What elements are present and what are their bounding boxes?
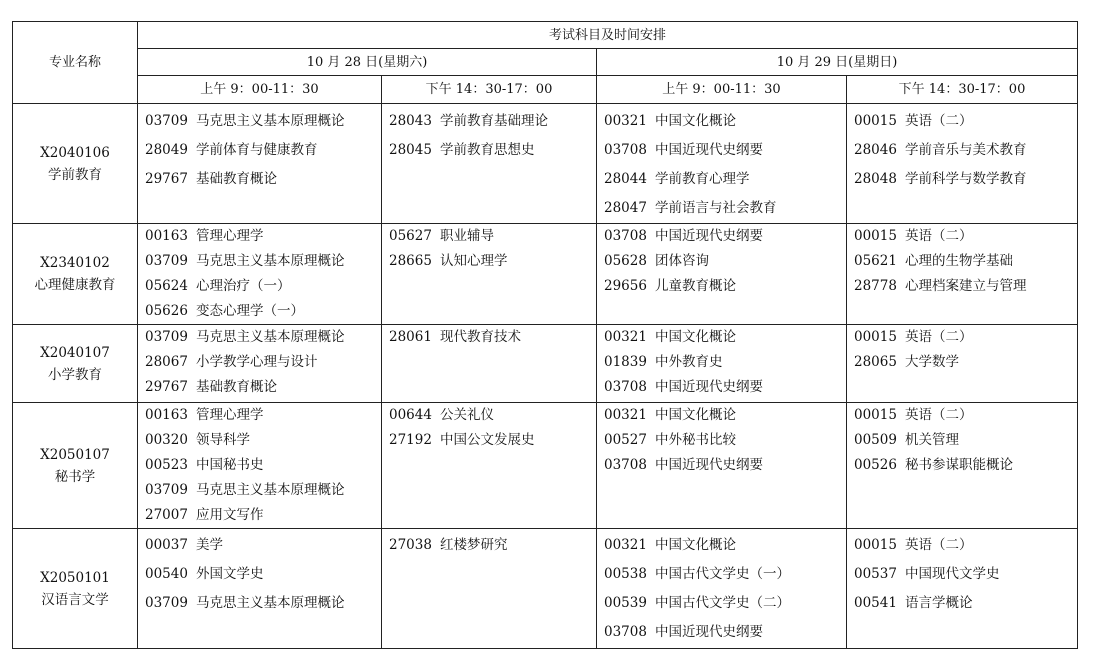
course-entry [389, 531, 596, 560]
course-entry [604, 403, 846, 428]
course-code: 00015 [854, 407, 897, 423]
course-code: 03708 [604, 379, 647, 395]
major-code: X2050107 [40, 446, 110, 463]
course-name: 领导科学 [195, 432, 250, 448]
course-entry [145, 165, 381, 194]
course-entry [854, 403, 1077, 428]
course-entry [854, 325, 1077, 350]
course-name: 学前教育心理学 [654, 171, 750, 187]
course-entry [145, 453, 381, 478]
slot-header-4: 下午 14：30-17：00 [847, 76, 1078, 104]
major-cell [13, 403, 138, 529]
course-code: 00037 [145, 537, 188, 553]
course-entry [854, 274, 1077, 299]
course-name: 美学 [195, 537, 223, 553]
course-entry [145, 274, 381, 299]
course-entry [854, 560, 1077, 589]
course-entry [604, 618, 846, 647]
course-code: 29767 [145, 379, 188, 395]
course-code: 03709 [145, 113, 188, 129]
course-entry [854, 249, 1077, 274]
schedule-body [13, 104, 1078, 649]
slot-cell-3 [597, 529, 847, 649]
table-row [13, 104, 1078, 224]
slot-cell-2 [382, 325, 597, 403]
course-name: 心理的生物学基础 [904, 253, 1013, 269]
major-cell [13, 325, 138, 403]
course-entry [604, 589, 846, 618]
course-name: 中国近现代史纲要 [654, 624, 763, 640]
course-code: 00321 [604, 329, 647, 345]
course-entry [145, 107, 381, 136]
course-entry [604, 325, 846, 350]
course-name: 马克思主义基本原理概论 [195, 329, 345, 345]
course-entry [145, 403, 381, 428]
course-name: 学前音乐与美术教育 [904, 142, 1027, 158]
course-entry [145, 224, 381, 249]
course-name: 学前教育基础理论 [439, 113, 548, 129]
slot-cell-1 [138, 325, 382, 403]
slot-cell-4 [847, 104, 1078, 224]
major-cell [13, 104, 138, 224]
course-name: 英语（二） [904, 537, 973, 553]
course-entry [604, 194, 846, 223]
course-name: 语言学概论 [904, 595, 973, 611]
course-name: 秘书参谋职能概论 [904, 457, 1013, 473]
course-entry [389, 428, 596, 453]
course-name: 中国文化概论 [654, 407, 736, 423]
table-row [13, 224, 1078, 325]
course-name: 马克思主义基本原理概论 [195, 595, 345, 611]
course-entry [854, 531, 1077, 560]
course-entry [145, 503, 381, 528]
course-entry [854, 224, 1077, 249]
course-name: 大学数学 [904, 354, 959, 370]
course-code: 28778 [854, 278, 897, 294]
course-name: 中外教育史 [654, 354, 723, 370]
course-code: 03709 [145, 595, 188, 611]
course-entry [604, 224, 846, 249]
course-code: 05627 [389, 228, 432, 244]
course-code: 03708 [604, 457, 647, 473]
course-name: 学前教育思想史 [439, 142, 535, 158]
course-code: 29656 [604, 278, 647, 294]
course-name: 小学教学心理与设计 [195, 354, 318, 370]
slot-cell-4 [847, 224, 1078, 325]
course-code: 00523 [145, 457, 188, 473]
course-code: 00163 [145, 228, 188, 244]
course-entry [854, 165, 1077, 194]
course-entry [389, 249, 596, 274]
course-name: 管理心理学 [195, 228, 264, 244]
slot-cell-1 [138, 403, 382, 529]
course-code: 00644 [389, 407, 432, 423]
day-header-2: 10 月 29 日(星期日) [597, 49, 1078, 76]
table-row [13, 403, 1078, 529]
course-name: 中国近现代史纲要 [654, 142, 763, 158]
course-entry [145, 325, 381, 350]
course-entry [854, 350, 1077, 375]
major-code: X2040106 [40, 144, 110, 161]
course-name: 英语（二） [904, 407, 973, 423]
course-code: 28061 [389, 329, 432, 345]
course-entry [854, 136, 1077, 165]
course-entry [389, 136, 596, 165]
course-entry [145, 560, 381, 589]
course-name: 儿童教育概论 [654, 278, 736, 294]
course-entry [604, 249, 846, 274]
course-code: 00321 [604, 537, 647, 553]
course-entry [854, 428, 1077, 453]
day-header-1: 10 月 28 日(星期六) [138, 49, 597, 76]
course-name: 应用文写作 [195, 507, 264, 523]
course-entry [604, 531, 846, 560]
slot-cell-2 [382, 224, 597, 325]
course-name: 英语（二） [904, 228, 973, 244]
course-entry [389, 403, 596, 428]
course-name: 外国文学史 [195, 566, 264, 582]
course-name: 中国秘书史 [195, 457, 264, 473]
course-name: 中国古代文学史（二） [654, 595, 790, 611]
course-code: 28046 [854, 142, 897, 158]
course-name: 中国公文发展史 [439, 432, 535, 448]
major-code: X2340102 [40, 255, 110, 271]
course-name: 英语（二） [904, 113, 973, 129]
course-name: 学前体育与健康教育 [195, 142, 318, 158]
course-code: 00015 [854, 228, 897, 244]
slot-cell-2 [382, 104, 597, 224]
course-code: 00509 [854, 432, 897, 448]
slot-cell-2 [382, 529, 597, 649]
course-name: 英语（二） [904, 329, 973, 345]
course-entry [604, 274, 846, 299]
slot-cell-3 [597, 325, 847, 403]
course-entry [604, 136, 846, 165]
course-entry [145, 478, 381, 503]
course-code: 00015 [854, 329, 897, 345]
course-code: 03708 [604, 228, 647, 244]
table-row [13, 529, 1078, 649]
course-code: 03709 [145, 329, 188, 345]
course-entry [145, 350, 381, 375]
course-code: 28045 [389, 142, 432, 158]
course-entry [145, 375, 381, 400]
course-code: 28049 [145, 142, 188, 158]
course-code: 28047 [604, 200, 647, 216]
course-code: 00015 [854, 537, 897, 553]
major-name: 秘书学 [54, 468, 96, 485]
course-name: 变态心理学（一） [195, 303, 304, 319]
course-name: 认知心理学 [439, 253, 508, 269]
course-code: 00540 [145, 566, 188, 582]
course-name: 中国近现代史纲要 [654, 228, 763, 244]
course-entry [604, 350, 846, 375]
slot-cell-3 [597, 104, 847, 224]
course-code: 27192 [389, 432, 432, 448]
course-name: 马克思主义基本原理概论 [195, 113, 345, 129]
course-name: 中国文化概论 [654, 537, 736, 553]
course-name: 中国近现代史纲要 [654, 379, 763, 395]
course-code: 28067 [145, 354, 188, 370]
slot-cell-4 [847, 325, 1078, 403]
course-code: 00321 [604, 113, 647, 129]
course-code: 00527 [604, 432, 647, 448]
course-name: 红楼梦研究 [439, 537, 508, 553]
course-name: 中国近现代史纲要 [654, 457, 763, 473]
slot-cell-3 [597, 403, 847, 529]
course-name: 中国现代文学史 [904, 566, 1000, 582]
major-column-header: 专业名称 [13, 22, 138, 104]
course-code: 29767 [145, 171, 188, 187]
course-code: 28665 [389, 253, 432, 269]
course-name: 现代教育技术 [439, 329, 521, 345]
course-name: 心理档案建立与管理 [904, 278, 1027, 294]
major-name: 学前教育 [48, 166, 102, 183]
slot-cell-1 [138, 224, 382, 325]
course-entry [145, 531, 381, 560]
course-code: 00015 [854, 113, 897, 129]
course-code: 03708 [604, 624, 647, 640]
course-entry [145, 299, 381, 324]
course-entry [604, 453, 846, 478]
major-cell [13, 529, 138, 649]
course-entry [854, 107, 1077, 136]
course-code: 28048 [854, 171, 897, 187]
major-code: X2050101 [40, 569, 110, 586]
course-name: 职业辅导 [439, 228, 494, 244]
course-name: 心理治疗（一） [195, 278, 291, 294]
course-name: 管理心理学 [195, 407, 264, 423]
course-code: 28065 [854, 354, 897, 370]
course-code: 00163 [145, 407, 188, 423]
slot-cell-1 [138, 104, 382, 224]
course-entry [389, 325, 596, 350]
course-name: 公关礼仪 [439, 407, 494, 423]
course-entry [145, 428, 381, 453]
course-entry [604, 560, 846, 589]
course-code: 00537 [854, 566, 897, 582]
course-entry [145, 249, 381, 274]
course-name: 中国文化概论 [654, 329, 736, 345]
course-name: 学前科学与数学教育 [904, 171, 1027, 187]
course-entry [854, 453, 1077, 478]
course-code: 05621 [854, 253, 897, 269]
course-entry [854, 589, 1077, 618]
course-code: 05628 [604, 253, 647, 269]
slot-cell-3 [597, 224, 847, 325]
schedule-title: 考试科目及时间安排 [138, 22, 1078, 49]
course-entry [604, 375, 846, 400]
slot-cell-4 [847, 403, 1078, 529]
course-name: 基础教育概论 [195, 379, 277, 395]
slot-header-2: 下午 14：30-17：00 [382, 76, 597, 104]
course-entry [389, 224, 596, 249]
course-code: 03709 [145, 253, 188, 269]
major-name: 汉语言文学 [41, 591, 109, 608]
course-code: 28043 [389, 113, 432, 129]
course-entry [389, 107, 596, 136]
course-code: 00539 [604, 595, 647, 611]
course-code: 03708 [604, 142, 647, 158]
course-code: 05624 [145, 278, 188, 294]
course-name: 马克思主义基本原理概论 [195, 482, 345, 498]
major-cell [13, 224, 138, 325]
course-entry [604, 107, 846, 136]
course-code: 00538 [604, 566, 647, 582]
course-name: 马克思主义基本原理概论 [195, 253, 345, 269]
course-entry [145, 589, 381, 618]
major-name: 心理健康教育 [34, 277, 116, 293]
slot-header-1: 上午 9：00-11：30 [138, 76, 382, 104]
course-name: 中国文化概论 [654, 113, 736, 129]
course-code: 00541 [854, 595, 897, 611]
major-code: X2040107 [40, 344, 110, 361]
course-name: 中国古代文学史（一） [654, 566, 790, 582]
course-code: 05626 [145, 303, 188, 319]
slot-cell-2 [382, 403, 597, 529]
course-code: 00526 [854, 457, 897, 473]
course-code: 03709 [145, 482, 188, 498]
course-name: 学前语言与社会教育 [654, 200, 777, 216]
course-name: 基础教育概论 [195, 171, 277, 187]
slot-cell-1 [138, 529, 382, 649]
course-code: 28044 [604, 171, 647, 187]
course-code: 27007 [145, 507, 188, 523]
course-entry [145, 136, 381, 165]
course-code: 27038 [389, 537, 432, 553]
exam-schedule-table [12, 21, 1078, 649]
course-code: 00320 [145, 432, 188, 448]
course-name: 中外秘书比较 [654, 432, 736, 448]
slot-header-3: 上午 9：00-11：30 [597, 76, 847, 104]
table-row [13, 325, 1078, 403]
major-name: 小学教育 [48, 366, 102, 383]
course-code: 00321 [604, 407, 647, 423]
course-name: 团体咨询 [654, 253, 709, 269]
course-entry [604, 165, 846, 194]
course-code: 01839 [604, 354, 647, 370]
course-name: 机关管理 [904, 432, 959, 448]
slot-cell-4 [847, 529, 1078, 649]
course-entry [604, 428, 846, 453]
